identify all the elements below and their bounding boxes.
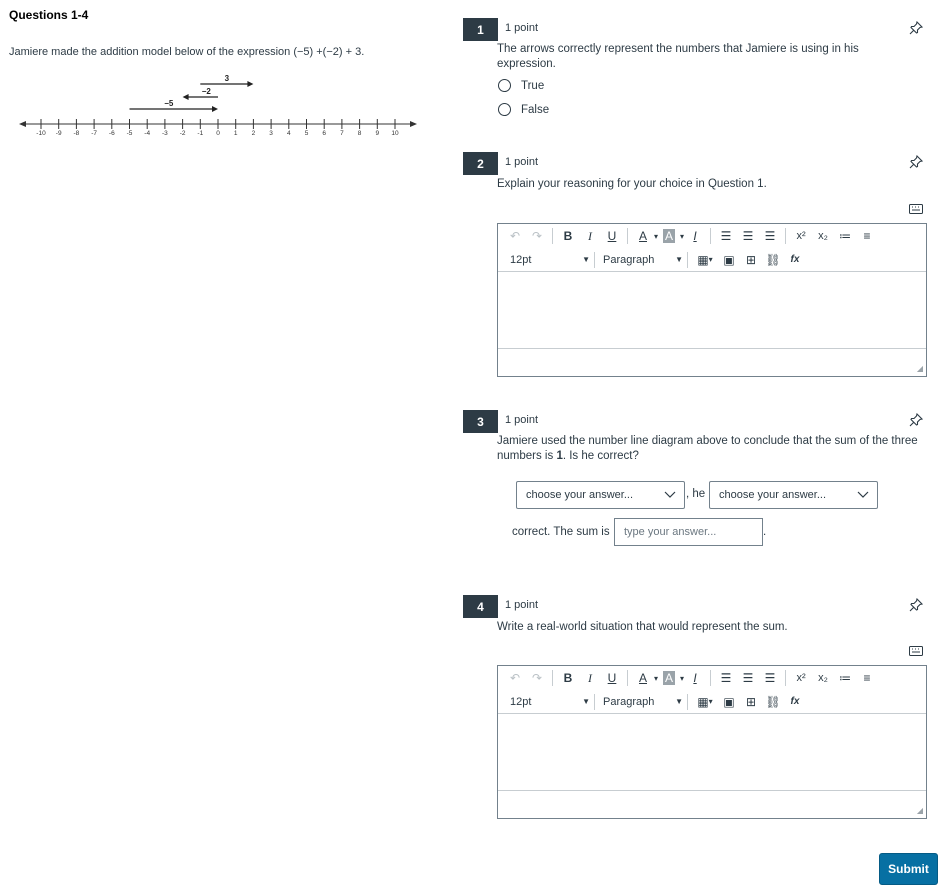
model-arrow-label: −5 [164, 99, 174, 108]
radio-true[interactable] [498, 79, 511, 92]
font-size-select[interactable]: 12pt ▼ [510, 253, 590, 266]
question-4-points: 1 point [505, 599, 539, 611]
number-line-ticks [19, 119, 417, 137]
question-4-number: 4 [463, 595, 498, 618]
tick-label: 3 [269, 130, 273, 137]
tick-label: -10 [36, 130, 46, 137]
text-color-icon[interactable]: A [638, 229, 647, 243]
numbered-list-icon[interactable]: ≡ [863, 229, 871, 243]
block-format-select[interactable]: Paragraph ▼ [603, 695, 683, 708]
radio-false[interactable] [498, 103, 511, 116]
question-3-between-text: , he [686, 488, 706, 500]
option-true-label: True [521, 79, 545, 92]
tick-label: -7 [91, 130, 97, 137]
question-4-prompt: Write a real-world situation that would represent the sum. [497, 621, 788, 633]
undo-icon[interactable]: ↶ [509, 671, 521, 685]
keyboard-shortcuts-icon[interactable] [909, 646, 923, 656]
question-1-prompt: The arrows correctly represent the numbers that Jamiere is using in his expression. [497, 43, 859, 70]
tick-label: 9 [375, 130, 380, 137]
tick-label: 2 [251, 130, 256, 137]
sum-answer-input[interactable] [614, 518, 763, 546]
question-3-points: 1 point [505, 414, 539, 426]
text-color-icon[interactable]: A [638, 671, 647, 685]
editor-content-area[interactable] [498, 713, 926, 790]
tick-label: -6 [108, 130, 115, 137]
tick-label: -2 [179, 130, 186, 137]
option-true[interactable] [498, 79, 544, 92]
resize-handle-icon[interactable]: ◢ [916, 364, 923, 373]
section-title: Questions 1-4 [9, 8, 89, 22]
editor-content-area[interactable] [498, 271, 926, 348]
axis-right-arrow-icon [410, 121, 417, 127]
block-format-select[interactable]: Paragraph ▼ [603, 253, 683, 266]
underline-icon[interactable]: U [607, 671, 617, 685]
question-2-points: 1 point [505, 156, 539, 168]
stimulus-text: Jamiere made the addition model below of the expression (−5) +(−2) + 3. [9, 46, 365, 58]
question-3-prompt: Jamiere used the number line diagram above to conclude that the sum of the three numbers is 1. Is he correct? [497, 435, 918, 462]
chevron-down-icon [857, 491, 869, 499]
tick-label: 7 [340, 130, 344, 137]
image-icon[interactable]: ▣ [723, 694, 735, 709]
redo-icon[interactable]: ↷ [531, 229, 543, 243]
italic-icon[interactable]: I [588, 228, 592, 243]
tick-label: -9 [55, 130, 62, 137]
equation-icon[interactable]: fx [790, 254, 800, 265]
answer-select-2[interactable] [709, 481, 878, 509]
tick-label: -4 [144, 130, 151, 137]
tick-label: 1 [233, 130, 238, 137]
rich-text-editor-q2[interactable] [497, 223, 927, 377]
tick-label: 8 [357, 130, 362, 137]
highlight-icon[interactable]: A [665, 229, 674, 243]
tick-label: 5 [304, 130, 309, 137]
bold-icon[interactable]: B [563, 671, 573, 685]
pin-icon[interactable] [909, 155, 923, 169]
undo-icon[interactable]: ↶ [509, 229, 521, 243]
italic-icon[interactable]: I [588, 670, 592, 685]
redo-icon[interactable]: ↷ [531, 671, 543, 685]
subscript-icon[interactable]: x₂ [818, 672, 828, 684]
align-center-icon[interactable]: ☰ [742, 229, 754, 243]
font-size-value: 12pt [510, 253, 532, 266]
image-icon[interactable]: ▣ [723, 252, 735, 267]
editor-toolbar-row-1: ↶ ↷ B I U A ▾ A ▾ I ☰ ☰ ☰ x² x₂ ≔ ≡ [498, 666, 926, 690]
answer-select-1-placeholder: choose your answer... [526, 489, 634, 501]
clear-format-icon[interactable]: I [693, 671, 697, 685]
font-size-select[interactable]: 12pt ▼ [510, 695, 590, 708]
link-icon[interactable]: ⛓ [765, 252, 781, 267]
answer-select-1[interactable] [516, 481, 685, 509]
model-arrow-label: 3 [224, 74, 230, 83]
tick-label: -5 [126, 130, 133, 137]
resize-handle-icon[interactable]: ◢ [916, 806, 923, 815]
superscript-icon[interactable]: x² [796, 230, 806, 242]
keyboard-shortcuts-icon[interactable] [909, 204, 923, 214]
editor-status-bar [498, 790, 926, 817]
block-format-value: Paragraph [603, 253, 655, 266]
editor-toolbar-row-1: ↶ ↷ B I U A ▾ A ▾ I ☰ ☰ ☰ x² x₂ ≔ ≡ [498, 224, 926, 248]
font-size-value: 12pt [510, 695, 532, 708]
media-icon[interactable]: ⊞ [745, 252, 757, 267]
option-false-label: False [521, 103, 550, 116]
align-left-icon[interactable]: ☰ [720, 671, 732, 685]
option-false[interactable] [498, 103, 549, 116]
highlight-icon[interactable]: A [665, 671, 674, 685]
bullet-list-icon[interactable]: ≔ [839, 229, 852, 243]
answer-select-2-placeholder: choose your answer... [719, 489, 827, 501]
align-center-icon[interactable]: ☰ [742, 671, 754, 685]
question-1-number: 1 [463, 18, 498, 41]
block-format-value: Paragraph [603, 695, 655, 708]
tick-label: 4 [286, 130, 291, 137]
rich-text-editor-q4[interactable] [497, 665, 927, 819]
pin-icon[interactable] [909, 598, 923, 612]
equation-icon[interactable]: fx [790, 696, 800, 707]
number-line-diagram [16, 72, 421, 138]
table-icon[interactable]: ▦ ▾ [697, 252, 713, 267]
align-left-icon[interactable]: ☰ [720, 229, 732, 243]
axis-left-arrow-icon [19, 121, 26, 127]
question-3-end-text: . [763, 526, 767, 538]
question-3-after-text: correct. The sum is [512, 526, 610, 538]
tick-label: -1 [197, 130, 204, 137]
chevron-down-icon [664, 491, 676, 499]
link-icon[interactable]: ⛓ [765, 694, 781, 709]
editor-toolbar-row-2 [498, 690, 926, 713]
superscript-icon[interactable]: x² [796, 672, 806, 684]
question-1-points: 1 point [505, 22, 539, 34]
align-right-icon[interactable]: ☰ [764, 229, 776, 243]
question-2-prompt: Explain your reasoning for your choice in Question 1. [497, 178, 767, 190]
sum-answer-placeholder: type your answer... [624, 526, 717, 538]
model-arrow-label: −2 [201, 87, 211, 96]
editor-toolbar-row-2 [498, 248, 926, 271]
numbered-list-icon[interactable]: ≡ [863, 671, 871, 685]
question-3-number: 3 [463, 410, 498, 433]
question-2-number: 2 [463, 152, 498, 175]
tick-label: -8 [73, 130, 80, 137]
clear-format-icon[interactable]: I [693, 229, 697, 243]
underline-icon[interactable]: U [607, 229, 617, 243]
model-arrowhead-icon [183, 94, 189, 100]
media-icon[interactable]: ⊞ [745, 694, 757, 709]
align-right-icon[interactable]: ☰ [764, 671, 776, 685]
table-icon[interactable]: ▦ ▾ [697, 694, 713, 709]
tick-label: 10 [391, 130, 399, 137]
bullet-list-icon[interactable]: ≔ [839, 671, 852, 685]
bold-icon[interactable]: B [563, 229, 573, 243]
submit-button[interactable]: Submit [879, 853, 938, 885]
tick-label: -3 [162, 130, 168, 137]
tick-label: 6 [322, 130, 327, 137]
editor-status-bar [498, 348, 926, 375]
pin-icon[interactable] [909, 21, 923, 35]
subscript-icon[interactable]: x₂ [818, 230, 828, 242]
model-arrowhead-icon [212, 106, 218, 112]
tick-label: 0 [216, 130, 220, 137]
model-arrowhead-icon [247, 81, 253, 87]
pin-icon[interactable] [909, 413, 923, 427]
number-line-arrows [130, 74, 254, 112]
